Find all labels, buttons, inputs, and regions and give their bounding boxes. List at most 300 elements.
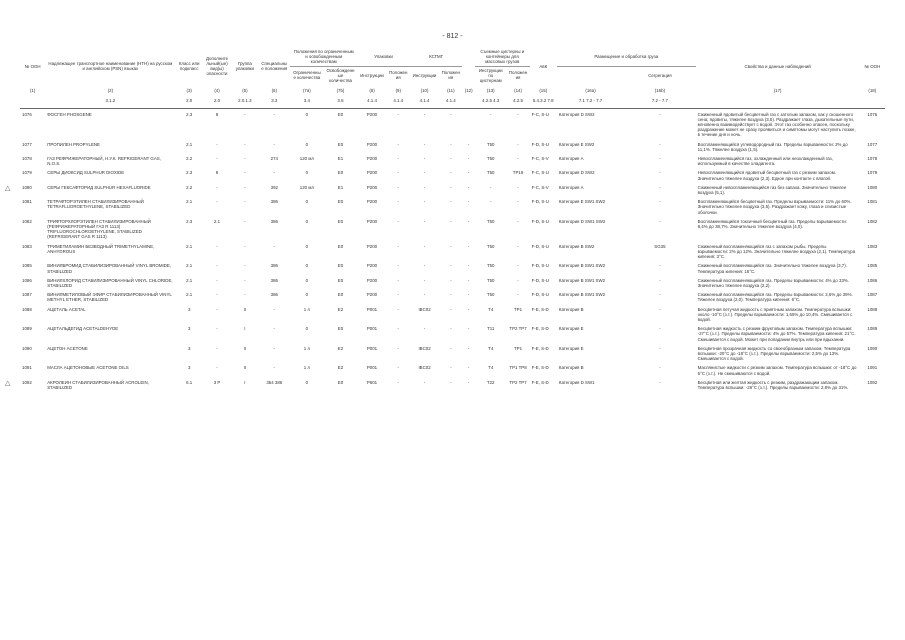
cell-properties: Маслянистые жидкости с резким запахом. Температура вспышки: от -18°С до 6°С (з.т.). Не смешиваются с водой. (697, 365, 857, 376)
cell-special-provisions: 354 386 (266, 379, 283, 385)
column-number: (6) (271, 88, 277, 94)
column-number: (3) (186, 88, 192, 94)
cell-packing-group: - (244, 277, 246, 283)
cell-class: 2.1 (186, 292, 193, 298)
cell-ibc-prov: - (450, 243, 452, 249)
cell-name: АКРОЛЕИН СТАБИЛИЗИРОВАННЫЙ ACROLEIN, STABILIZED (47, 379, 149, 390)
cell-tank-instr: T50 (486, 170, 495, 176)
cell-segregation: - (659, 170, 661, 176)
cell-tank-instr: T50 (486, 141, 495, 147)
page-number: - 812 - (442, 33, 463, 40)
cell-excepted-qty: E0 (337, 243, 344, 249)
header-name: Надлежащее транспортное наименование (НТН) на русском и английском (PSN) языках (48, 60, 173, 72)
cell-packing-group: II (243, 345, 247, 351)
table-row (20, 343, 885, 363)
column-ref: 5.4.3.2 7.8 (530, 94, 557, 108)
column-number: (12) (464, 88, 473, 94)
header-tank-prov: Положения (508, 70, 528, 81)
cell-class: 2.2 (186, 184, 193, 190)
cell-name: АЦЕТАЛЬДЕГИД ACETALDEHYDE (47, 326, 119, 332)
cell-class: 3 (187, 345, 191, 351)
cell-pkg-instr: P200 (366, 218, 378, 224)
cell-stowage: Категория D SW1 SW2 (558, 218, 606, 224)
cell-blank: - (467, 218, 470, 224)
cell-excepted-qty: E2 (337, 306, 344, 312)
cell-excepted-qty: E0 (337, 292, 344, 298)
cell-tank-prov: TP2 TP7 (509, 379, 527, 385)
header-un-no: № ООН (24, 63, 41, 69)
column-ref (20, 94, 45, 108)
cell-ibc-instr: - (423, 218, 426, 224)
cell-blank: - (467, 263, 470, 269)
cell-special-provisions: - (273, 306, 276, 312)
column-number: (8) (369, 88, 375, 94)
cell-class: 2.2 (186, 156, 193, 162)
cell-un-no-right: 1087 (867, 292, 878, 298)
column-ref (696, 94, 860, 108)
cell-tank-instr: T50 (486, 263, 495, 269)
table-row (20, 323, 885, 343)
cell-segregation: - (659, 326, 661, 332)
cell-name: АЦЕТОН ACETONE (47, 345, 88, 351)
cell-pkg-prov: - (397, 263, 399, 269)
cell-subsidiary: 2.1 (213, 218, 221, 224)
cell-stowage: Категория E (558, 345, 584, 351)
cell-packing-group: - (244, 156, 246, 162)
cell-ibc-instr: - (423, 379, 426, 385)
cell-special-provisions: 386 (270, 218, 278, 224)
table-row (20, 153, 885, 167)
cell-subsidiary: 8 (215, 111, 219, 117)
cell-pkg-instr: P200 (366, 170, 378, 176)
cell-pkg-prov: - (397, 199, 399, 205)
cell-stowage: Категория D SW2 (558, 111, 595, 117)
cell-tank-instr: T50 (486, 156, 495, 162)
column-ref: 2.0.1.3 (231, 94, 258, 108)
cell-un-no: 1079 (22, 170, 32, 176)
cell-blank: - (467, 184, 470, 190)
cell-tank-instr: T4 (488, 365, 494, 371)
cell-un-no-right: 1080 (867, 184, 878, 190)
cell-subsidiary: - (216, 326, 218, 332)
cell-ibc-instr: - (423, 184, 426, 190)
cell-pkg-prov: - (397, 170, 399, 176)
column-ref: 7.2 - 7.7 (624, 94, 695, 108)
header-pkg-instr: Инструкции (360, 72, 384, 78)
cell-un-no: 1081 (22, 199, 32, 205)
cell-ibc-instr: - (423, 292, 426, 298)
header-excepted-qty: Освобожденные количества (326, 67, 355, 84)
cell-stowage: Категория A (558, 184, 584, 190)
cell-ems: F-C, S-U (531, 111, 549, 117)
column-number: (5) (242, 88, 248, 94)
header-un-no-right: № ООН (864, 63, 881, 69)
cell-tank-instr: T22 (486, 379, 495, 385)
cell-tank-instr: - (489, 199, 492, 205)
cell-tank-prov: - (517, 141, 519, 147)
cell-excepted-qty: E0 (337, 218, 344, 224)
cell-ibc-instr: - (423, 243, 426, 249)
cell-limited-qty: 0 (305, 170, 309, 176)
cell-tank-prov: TP2 TP7 (509, 326, 527, 332)
cell-un-no: 1085 (22, 263, 32, 269)
cell-blank: - (467, 243, 470, 249)
cell-pkg-instr: P001 (366, 345, 378, 351)
cell-un-no-right: 1083 (867, 243, 878, 249)
cell-limited-qty: 1 л (303, 365, 310, 371)
cell-limited-qty: 0 (305, 263, 309, 269)
cell-subsidiary: - (216, 365, 218, 371)
cell-ibc-instr: - (423, 170, 426, 176)
cell-properties: Невоспламеняющийся ядовитый бесцветный газ с резким запахом. Значительно тяжелее воздуха (2,3). Едкое при контакте с влагой. (697, 170, 836, 181)
cell-subsidiary: - (216, 277, 218, 283)
cell-ems: F-E, S-D (531, 326, 549, 332)
header-blank (462, 47, 475, 84)
cell-blank: - (467, 156, 470, 162)
cell-segregation: - (659, 365, 661, 371)
cell-name: СЕРЫ ГЕКСАФТОРИД SULPHUR HEXAFLUORIDE (47, 184, 151, 190)
cell-ibc-instr: - (423, 156, 426, 162)
cell-packing-group: II (243, 306, 247, 312)
column-ref: 4.1.4 (439, 94, 462, 108)
cell-special-provisions: - (273, 365, 276, 371)
cell-name: ВИНИЛХЛОРИД СТАБИЛИЗИРОВАННЫЙ VINYL CHLORIDE, STABILIZED (47, 277, 173, 288)
cell-excepted-qty: E2 (337, 345, 344, 351)
cell-subsidiary: - (216, 156, 218, 162)
cell-ibc-prov: - (450, 365, 452, 371)
cell-pkg-instr: P200 (366, 156, 378, 162)
cell-ems: F-D, S-U (531, 243, 549, 249)
cell-ibc-prov: - (450, 156, 452, 162)
cell-segregation: - (659, 156, 661, 162)
cell-un-no: 1086 (22, 277, 32, 283)
cell-ems: F-C, S-V (531, 184, 549, 190)
cell-ibc-prov: - (450, 184, 452, 190)
cell-excepted-qty: E1 (337, 184, 344, 190)
cell-segregation: - (659, 277, 661, 283)
cell-un-no: 1090 (22, 345, 32, 351)
cell-limited-qty: 0 (305, 379, 309, 385)
cell-excepted-qty: E0 (337, 111, 344, 117)
cell-packing-group: - (244, 170, 246, 176)
cell-un-no: 1089 (22, 326, 32, 332)
cell-subsidiary: - (216, 243, 218, 249)
cell-blank: - (467, 292, 470, 298)
cell-properties: Воспламеняющийся углеводородный газ. Пределы взрываемости: 2% до 11,1%. Тяжелее воздуха (1,5). (697, 141, 848, 152)
column-number: (9) (395, 88, 401, 94)
cell-blank: - (467, 199, 470, 205)
cell-class: 3 (187, 306, 191, 312)
cell-name: ТРИФТОРХЛОРЭТИЛЕН СТАБИЛИЗИРОВАННЫЙ (РЕФРИЖЕРАТОРНЫЙ ГАЗ R 1113) TRIFLUOROCHLOROETHYLENE, STABILIZED (REFRIGERANT GAS R 1113) (47, 218, 151, 240)
cell-subsidiary: 8 (215, 170, 219, 176)
cell-properties: Сжиженный ядовитый бесцветный газ с затхлым запахом, как у скошенного сена; ядовиты, тяжелее воздуха (3,5). Раздражает глаза, дыхательные пути, мгновенно взаимодействует с водой. Этот газ особенно опасен, поскольку раздражение может не сразу проявиться и симптомы могут наступить позже, в течение дня и ночь. (697, 111, 856, 138)
cell-ems: F-E, S-D (531, 379, 549, 385)
cell-pkg-instr: P001 (366, 326, 378, 332)
table-row (20, 108, 885, 139)
cell-ibc-prov: - (450, 326, 452, 332)
cell-tank-prov: - (517, 111, 519, 117)
cell-ibc-instr: - (423, 111, 426, 117)
cell-tank-instr: - (489, 111, 492, 117)
header-properties: Свойства и данные наблюдений (744, 63, 811, 69)
cell-pkg-prov: - (397, 326, 399, 332)
column-ref (462, 94, 475, 108)
cell-subsidiary: 3 P (213, 379, 221, 385)
cell-un-no-right: 1088 (867, 306, 878, 312)
cell-ibc-instr: - (423, 277, 426, 283)
header-packing-group: Группа упаковки (235, 60, 254, 72)
cell-special-provisions: - (273, 170, 276, 176)
cell-packing-group: II (243, 365, 247, 371)
header-ems: АвК (539, 63, 548, 69)
cell-blank: - (467, 306, 470, 312)
cell-properties: Воспламеняющийся бесцветный газ. Пределы взрываемости: 11% до 60%. Значительно тяжелее воздуха (3,5). Раздражает кожу, глаза и слизистые оболочки. (697, 199, 852, 215)
cell-ibc-prov: - (450, 306, 452, 312)
cell-pkg-prov: - (397, 111, 399, 117)
cell-pkg-prov: - (397, 379, 399, 385)
cell-packing-group: - (244, 263, 246, 269)
cell-limited-qty: 1 л (303, 306, 310, 312)
header-ibc-prov: Положения (441, 70, 460, 81)
cell-limited-qty: 0 (305, 199, 309, 205)
table-row (20, 289, 885, 303)
cell-pkg-instr: P601 (366, 379, 378, 385)
cell-tank-instr: T4 (488, 345, 494, 351)
cell-ibc-prov: - (450, 111, 452, 117)
cell-pkg-prov: - (397, 277, 399, 283)
cell-pkg-instr: P200 (366, 277, 378, 283)
cell-ibc-prov: - (450, 277, 452, 283)
cell-excepted-qty: E0 (337, 326, 344, 332)
cell-ems: F-E, S-D (531, 306, 549, 312)
header-tank-instr: Инструкции по цистернам (478, 67, 503, 84)
header-stowage (557, 66, 624, 84)
column-number: (1) (29, 88, 36, 94)
cell-special-provisions: - (273, 345, 276, 351)
column-ref: 3.4 (290, 94, 324, 108)
cell-pkg-instr: P200 (366, 243, 378, 249)
cell-stowage: Категория B (558, 365, 584, 371)
cell-excepted-qty: E0 (337, 263, 344, 269)
table-row (20, 216, 885, 241)
cell-name: АЦЕТАЛЬ ACETAL (47, 306, 86, 312)
cell-ibc-prov: - (450, 345, 452, 351)
column-numbers-row (20, 84, 885, 94)
cell-tank-instr: - (489, 184, 492, 190)
cell-pkg-prov: - (397, 306, 399, 312)
cell-ibc-prov: - (450, 379, 452, 385)
cell-packing-group: - (244, 243, 246, 249)
column-refs-row (20, 94, 885, 108)
cell-ibc-instr: IBC02 (418, 306, 431, 312)
cell-class: 3 (187, 365, 191, 371)
cell-blank: - (467, 326, 470, 332)
cell-blank: - (467, 365, 470, 371)
cell-ems: F-C, S-V (531, 156, 549, 162)
cell-ems: F-D, S-U (531, 263, 549, 269)
cell-name: ВИНИЛБРОМИД СТАБИЛИЗИРОВАННЫЙ VINYL BROMIDE, STABILIZED (47, 263, 172, 274)
cell-class: 2.1 (186, 199, 193, 205)
cell-name: СЕРЫ ДИОКСИД SULPHUR DIOXIDE (47, 170, 125, 176)
cell-blank: - (467, 345, 470, 351)
column-number: (16b) (654, 88, 666, 94)
cell-limited-qty: 0 (305, 292, 309, 298)
cell-tank-prov: TP1 (514, 306, 523, 312)
cell-un-no: 1078 (22, 156, 32, 162)
cell-un-no-right: 1090 (867, 345, 878, 351)
column-ref (860, 94, 885, 108)
cell-class: 2.1 (186, 277, 193, 283)
column-ref: 2.0 (203, 94, 231, 108)
cell-excepted-qty: E0 (337, 170, 344, 176)
cell-stowage: Категория E SW2 (558, 141, 595, 147)
cell-class: 6.1 (186, 379, 193, 385)
cell-un-no-right: 1081 (867, 199, 878, 205)
cell-ibc-prov: - (450, 292, 452, 298)
cell-subsidiary: - (216, 306, 218, 312)
column-ref: 4.1.4 (410, 94, 439, 108)
cell-limited-qty: 0 (305, 218, 309, 224)
table-row (20, 182, 885, 196)
cell-segregation: - (659, 345, 661, 351)
cell-excepted-qty: E1 (337, 156, 344, 162)
cell-excepted-qty: E0 (337, 277, 344, 283)
cell-un-no-right: 1086 (867, 277, 878, 283)
cell-ems: F-C, S-U (531, 170, 549, 176)
cell-ibc-prov: - (450, 263, 452, 269)
column-ref: 7.1 7.2 - 7.7 (557, 94, 624, 108)
cell-pkg-prov: - (397, 156, 399, 162)
column-number: (4) (214, 88, 220, 94)
column-number: (16a) (585, 88, 596, 94)
cell-blank: - (467, 170, 470, 176)
cell-segregation: - (659, 184, 661, 190)
column-ref: 2.0 (176, 94, 203, 108)
cell-packing-group: - (244, 141, 246, 147)
cell-tank-prov: - (517, 156, 519, 162)
cell-blank: - (467, 277, 470, 283)
cell-un-no-right: 1089 (867, 326, 878, 332)
cell-ibc-instr: - (423, 263, 426, 269)
cell-blank (462, 108, 475, 139)
cell-special-provisions: 386 (270, 263, 278, 269)
column-number: (2) (107, 88, 114, 94)
cell-pkg-prov: - (397, 365, 399, 371)
cell-properties: Невоспламеняющийся газ, охлажденный или неохлажденный газ, используемый в качестве хладагента. (697, 156, 833, 167)
cell-stowage: Категория D SW2 (558, 170, 595, 176)
cell-ibc-prov: - (450, 199, 452, 205)
cell-un-no-right: 1076 (867, 111, 878, 117)
cell-ibc-prov: - (450, 218, 452, 224)
cell-segregation: - (659, 263, 661, 269)
cell-subsidiary: - (216, 199, 218, 205)
cell-un-no: 1080 (22, 184, 32, 190)
cell-un-no-right: 1078 (867, 156, 878, 162)
cell-blank: - (467, 379, 470, 385)
cell-ibc-prov: - (450, 141, 452, 147)
cell-special-provisions: - (273, 326, 276, 332)
revision-marker: △ (5, 379, 11, 387)
cell-ems: F-D, S-U (531, 199, 549, 205)
cell-ems: F-D, S-U (531, 218, 549, 224)
column-number: (14) (514, 88, 522, 94)
cell-ems: F-E, S-D (531, 345, 549, 351)
header-pkg-prov: Положения (389, 70, 408, 81)
cell-stowage: Категория E SW1 SW2 (558, 199, 606, 205)
cell-segregation: - (659, 199, 661, 205)
table-row (20, 275, 885, 289)
cell-limited-qty: 0 (305, 243, 309, 249)
cell-ems: F-D, S-U (531, 292, 549, 298)
cell-properties: Бесцветная летучая жидкость с приятным запахом. Температура вспышки: около -10°С (з.т.). Пределы взрываемости: 1,65% до 10,4%. Смешивается с водой. (697, 306, 853, 322)
cell-un-no-right: 1085 (867, 263, 878, 269)
cell-un-no: 1087 (22, 292, 32, 298)
cell-tank-instr: T4 (488, 306, 494, 312)
column-ref: 3.5 (324, 94, 358, 108)
cell-tank-prov: - (517, 292, 519, 298)
cell-special-provisions: 386 (270, 199, 278, 205)
cell-pkg-instr: P200 (366, 263, 378, 269)
cell-subsidiary: - (216, 141, 218, 147)
column-ref: 4.2.5 (506, 94, 529, 108)
cell-stowage: Категория A (558, 156, 584, 162)
cell-pkg-instr: P001 (366, 306, 378, 312)
cell-name: ПРОПИЛЕН PROPYLENE (47, 141, 100, 147)
cell-packing-group: - (244, 199, 246, 205)
cell-tank-instr: T50 (486, 243, 495, 249)
cell-subsidiary: - (216, 184, 218, 190)
cell-class: 2.1 (186, 243, 193, 249)
cell-tank-instr: T50 (486, 218, 495, 224)
cell-name: МАСЛА АЦЕТОНОВЫЕ ACETONE OILS (47, 365, 129, 371)
cell-pkg-instr: P200 (366, 111, 378, 117)
cell-pkg-prov: - (397, 243, 399, 249)
cell-un-no-right: 1091 (867, 365, 878, 371)
table-row (20, 304, 885, 324)
cell-tank-prov: - (517, 184, 519, 190)
revision-marker: △ (5, 184, 11, 192)
cell-segregation: - (659, 379, 661, 385)
cell-limited-qty: 1 л (303, 345, 310, 351)
column-ref: 4.1.4 (387, 94, 410, 108)
cell-blank: - (467, 141, 470, 147)
cell-segregation: - (659, 306, 661, 312)
column-ref: 4.1.4 (357, 94, 386, 108)
cell-un-no-right: 1092 (867, 379, 878, 385)
cell-ems: F-D, S-U (531, 141, 549, 147)
cell-limited-qty: 120 мл (299, 156, 314, 162)
cell-name: ФОСГЕН PHOSGENE (47, 111, 92, 117)
cell-packing-group: - (244, 111, 246, 117)
cell-tank-instr: T50 (486, 277, 495, 283)
cell-tank-instr: T50 (486, 292, 495, 298)
cell-un-no: 1092 (22, 379, 32, 385)
table-row (20, 139, 885, 153)
table-row (20, 167, 885, 181)
cell-properties: Бесцветная или желтая жидкость с резким, раздражающим запахом. Температура вспышки: -26°С (з.т.). Пределы взрываемости: 2,8% до 31%. (697, 379, 849, 390)
cell-ems: F-E, S-D (531, 365, 549, 371)
header-special-provisions: Специальные положения (261, 60, 288, 72)
cell-special-provisions: 392 (270, 184, 278, 190)
column-number: (11) (447, 88, 455, 94)
cell-ibc-instr: - (423, 199, 426, 205)
cell-tank-prov: TP19 (512, 170, 524, 176)
cell-packing-group: - (244, 184, 246, 190)
header-ibc: КСГМГ (410, 47, 463, 66)
cell-tank-prov: TP1 TP8 (509, 365, 527, 371)
cell-packing-group: - (244, 218, 246, 224)
cell-excepted-qty: E0 (337, 199, 344, 205)
